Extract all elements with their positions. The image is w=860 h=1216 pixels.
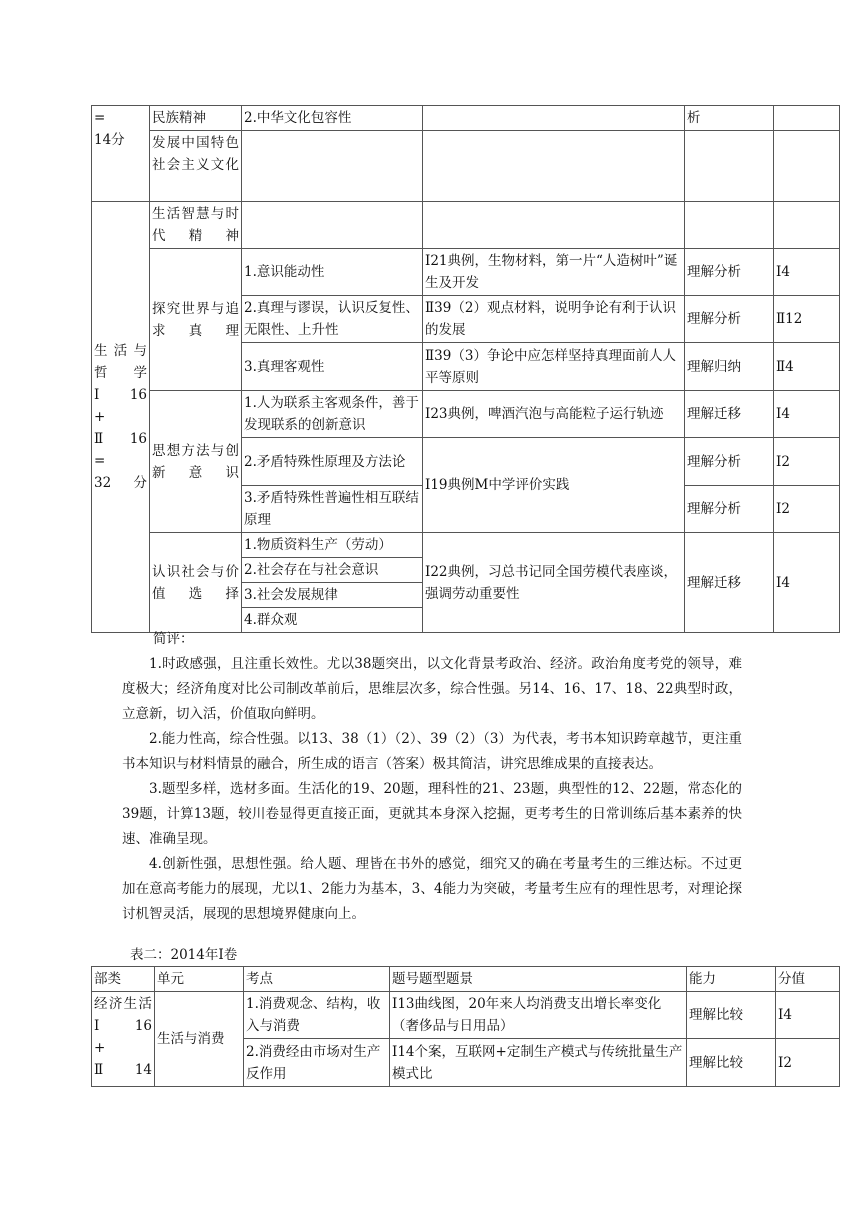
point-cell — [242, 131, 423, 202]
commentary-section — [122, 627, 742, 927]
scenario-cell: Ⅰ19典例M中学评价实践 — [423, 438, 685, 533]
unit-cell: 思想方法与创新意识 — [150, 391, 242, 533]
scenario-cell — [423, 202, 685, 249]
score-cell: Ⅰ2 — [776, 1039, 840, 1087]
scenario-cell: Ⅱ39（2）观点材料，说明争论有利于认识的发展 — [423, 296, 685, 343]
commentary-paragraph: 3.题型多样，选材多面。生活化的19、20题，理科性的21、23题，典型性的12、22题，常态化的39题，计算13题，较川卷显得更直接正面，更就其本身深入挖掘，更考考生的日常训练后基本素养的快速、准确呈现。 — [122, 781, 742, 847]
ability-cell: 理解分析 — [685, 249, 774, 296]
point-cell: 2.真理与谬误，认识反复性、无限性、上升性 — [242, 296, 423, 343]
ability-cell: 理解分析 — [685, 296, 774, 343]
score-cell: Ⅱ4 — [774, 343, 840, 391]
point-cell: 1.消费观念、结构，收入与消费 — [244, 992, 390, 1039]
score-cell: Ⅱ12 — [774, 296, 840, 343]
score-cell — [774, 202, 840, 249]
scenario-cell — [423, 131, 685, 202]
table-row — [92, 131, 840, 202]
ability-cell — [685, 131, 774, 202]
commentary-paragraph: 2.能力性高，综合性强。以13、38（1）（2）、39（2）（3）为代表，考书本知识跨章越节，更注重书本知识与材料情景的融合，所生成的语言（答案）极其简洁，讲究思维成果的直接表达。 — [122, 731, 742, 772]
column-header: 单元 — [155, 967, 244, 992]
score-cell: Ⅰ4 — [774, 249, 840, 296]
score-cell: Ⅰ2 — [774, 486, 840, 533]
scenario-cell: Ⅰ23典例，啤酒汽泡与高能粒子运行轨迹 — [423, 391, 685, 438]
unit-cell: 生活与消费 — [155, 992, 244, 1087]
unit-cell: 民族精神 — [150, 106, 242, 131]
point-cell: 2.中华文化包容性 — [242, 106, 423, 131]
point-cell: 2.社会存在与社会意识 — [242, 558, 423, 583]
table-row — [92, 533, 840, 558]
table2-caption: 表二：2014年Ⅰ卷 — [130, 947, 238, 963]
exam-analysis-table-2014 — [91, 966, 840, 1087]
ability-cell — [685, 202, 774, 249]
ability-cell: 理解分析 — [685, 486, 774, 533]
point-cell: 1.意识能动性 — [242, 249, 423, 296]
scenario-cell: Ⅰ13曲线图，20年来人均消费支出增长率变化（奢侈品与日用品） — [390, 992, 687, 1039]
commentary-paragraph: 4.创新性强，思想性强。给人题、理皆在书外的感觉，细究又的确在考量考生的三维达标。不过更加在意高考能力的展现，尤以1、2能力为基本，3、4能力为突破，考量考生应有的理性思考，对理论探讨机智灵活，展现的思想境界健康向上。 — [122, 856, 742, 922]
point-cell: 2.矛盾特殊性原理及方法论 — [242, 438, 423, 486]
score-cell: Ⅰ2 — [774, 438, 840, 486]
scenario-cell — [423, 106, 685, 131]
ability-cell: 析 — [685, 106, 774, 131]
score-cell: Ⅰ4 — [774, 533, 840, 633]
score-cell: Ⅰ4 — [774, 391, 840, 438]
table-row — [92, 992, 840, 1039]
table-row — [92, 391, 840, 438]
table-header-row — [92, 967, 840, 992]
scenario-cell: Ⅱ39（3）争论中应怎样坚持真理面前人人平等原则 — [423, 343, 685, 391]
ability-cell: 理解迁移 — [685, 391, 774, 438]
point-cell: 1.物质资料生产（劳动） — [242, 533, 423, 558]
section-cell: = 14分 — [92, 106, 150, 202]
ability-cell: 理解分析 — [685, 438, 774, 486]
scenario-cell: Ⅰ22典例，习总书记同全国劳模代表座谈，强调劳动重要性 — [423, 533, 685, 633]
point-cell: 2.消费经由市场对生产反作用 — [244, 1039, 390, 1087]
table-row — [92, 106, 840, 131]
ability-cell: 理解比较 — [687, 992, 776, 1039]
column-header: 分值 — [776, 967, 840, 992]
unit-cell: 认识社会与价值选择 — [150, 533, 242, 633]
section-cell-economy: 经济生活Ⅰ16 + Ⅱ14 — [92, 992, 155, 1087]
score-cell: Ⅰ4 — [776, 992, 840, 1039]
point-cell: 4.群众观 — [242, 608, 423, 633]
score-cell — [774, 131, 840, 202]
ability-cell: 理解归纳 — [685, 343, 774, 391]
point-cell: 3.矛盾特殊性普遍性相互联结原理 — [242, 486, 423, 533]
commentary-heading: 简评： — [153, 631, 194, 647]
point-cell: 3.社会发展规律 — [242, 583, 423, 608]
exam-analysis-table-continued — [91, 105, 840, 633]
column-header: 能力 — [687, 967, 776, 992]
column-header: 部类 — [92, 967, 155, 992]
table-row — [92, 202, 840, 249]
ability-cell: 理解迁移 — [685, 533, 774, 633]
unit-cell: 生活智慧与时代精神 — [150, 202, 242, 249]
scenario-cell: Ⅰ14个案，互联网+定制生产模式与传统批量生产模式比 — [390, 1039, 687, 1087]
point-cell: 1.人为联系主客观条件，善于发现联系的创新意识 — [242, 391, 423, 438]
scenario-cell: Ⅰ21典例，生物材料，第一片“人造树叶”诞生及开发 — [423, 249, 685, 296]
table-row — [92, 249, 840, 296]
point-cell: 3.真理客观性 — [242, 343, 423, 391]
point-cell — [242, 202, 423, 249]
column-header: 考点 — [244, 967, 390, 992]
score-cell — [774, 106, 840, 131]
commentary-paragraph: 1.时政感强，且注重长效性。尤以38题突出，以文化背景考政治、经济。政治角度考党的领导，难度极大；经济角度对比公司制改革前后，思维层次多，综合性强。另14、16、17、18、22典型时政，立意新，切入活，价值取向鲜明。 — [122, 656, 742, 722]
unit-cell: 发展中国特色社会主义文化 — [150, 131, 242, 202]
section-cell-philosophy: 生活与哲学 Ⅰ16 + Ⅱ16 = 32分 — [92, 202, 150, 633]
unit-cell: 探究世界与追求真理 — [150, 249, 242, 391]
column-header: 题号题型题景 — [390, 967, 687, 992]
ability-cell: 理解比较 — [687, 1039, 776, 1087]
